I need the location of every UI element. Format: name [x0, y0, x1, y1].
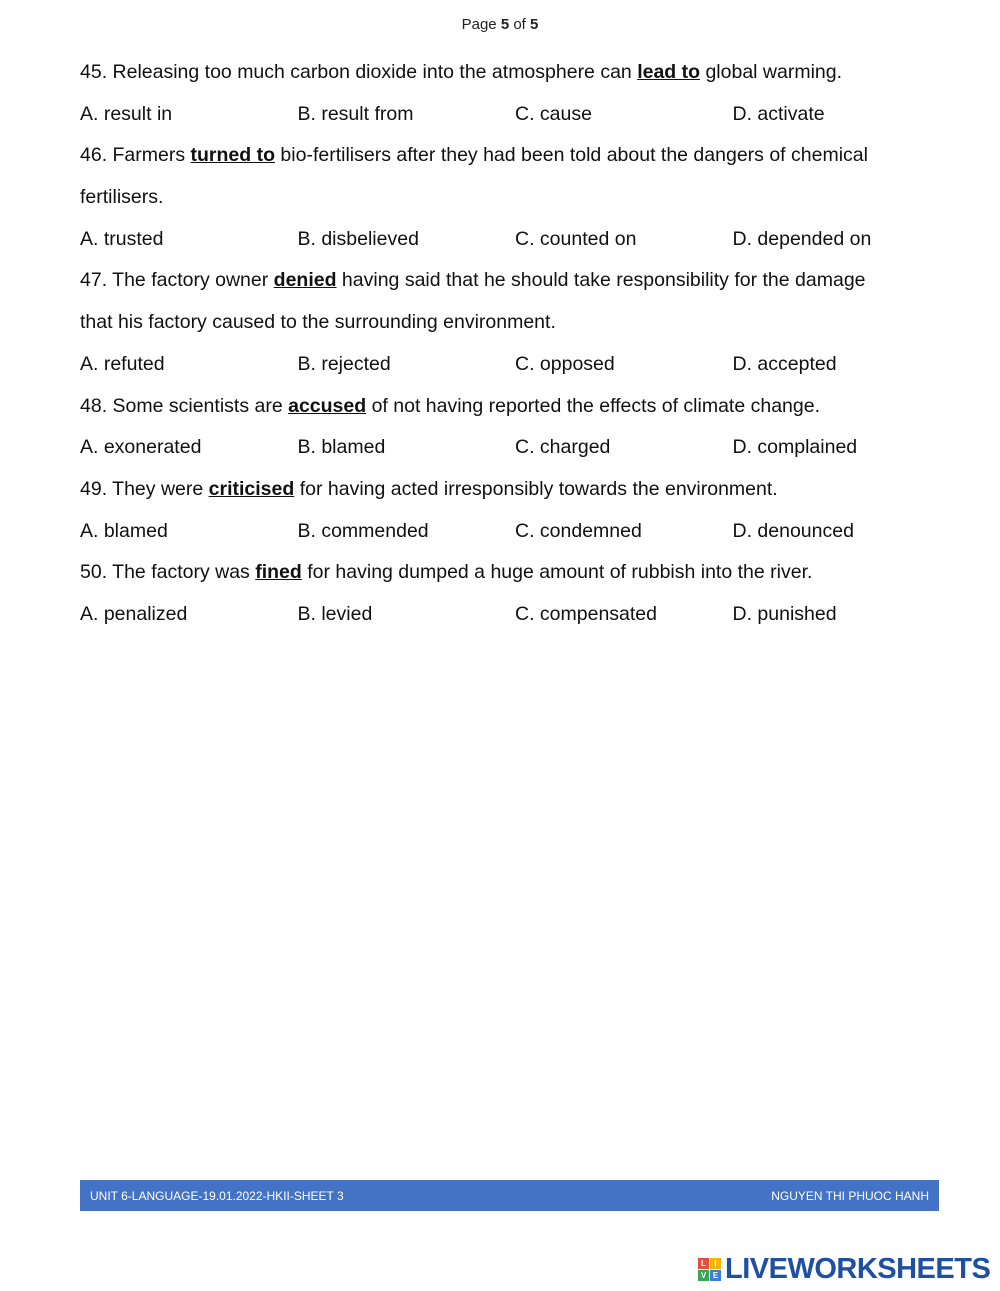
question-47 [80, 260, 950, 385]
page-current: 5 [500, 16, 510, 33]
answer-options [80, 594, 950, 636]
answer-option-d[interactable]: D. depended on [732, 227, 872, 250]
question-50 [80, 552, 950, 635]
question-text-line [80, 135, 950, 177]
question-text-line [80, 386, 950, 428]
logo-letter-tile: V [698, 1270, 709, 1281]
answer-option-c[interactable]: C. cause [515, 102, 592, 125]
question-text-line [80, 302, 950, 344]
underlined-keyword: lead to [637, 61, 701, 83]
underlined-keyword: fined [255, 561, 302, 584]
answer-option-d[interactable]: D. punished [732, 602, 837, 625]
question-text: fertilisers. [80, 186, 164, 209]
question-text: that his factory caused to the surrounding environment. [80, 311, 556, 334]
answer-option-a[interactable]: A. trusted [80, 227, 164, 250]
answer-option-c[interactable]: C. opposed [515, 352, 615, 375]
underlined-keyword: denied [273, 269, 337, 292]
footer-sheet-title: UNIT 6-LANGUAGE-19.01.2022-HKII-SHEET 3 [90, 1188, 344, 1203]
underlined-keyword: turned to [190, 144, 276, 167]
answer-options [80, 511, 950, 553]
answer-option-b[interactable]: B. result from [297, 102, 414, 125]
question-text: 46. Farmers [80, 144, 191, 167]
answer-options [80, 344, 950, 386]
question-text: of not having reported the effects of climate change. [366, 394, 820, 417]
question-text: global warming. [700, 61, 843, 83]
answer-options [80, 94, 950, 136]
footer-author: NGUYEN THI PHUOC HANH [771, 1188, 929, 1203]
page-total: 5 [530, 16, 539, 33]
page-word: Page [461, 16, 497, 33]
question-text-line [80, 177, 950, 219]
question-45 [80, 52, 950, 135]
question-text-line [80, 469, 950, 511]
answer-option-b[interactable]: B. levied [297, 602, 373, 625]
underlined-keyword: criticised [208, 477, 295, 500]
question-text-line [80, 552, 950, 594]
question-49 [80, 469, 950, 552]
question-text: for having dumped a huge amount of rubbish into the river. [301, 561, 813, 584]
logo-text: LIVEWORKSHEETS [725, 1253, 991, 1285]
answer-option-d[interactable]: D. accepted [732, 352, 837, 375]
answer-option-d[interactable]: D. denounced [732, 519, 854, 542]
underlined-keyword: accused [288, 394, 367, 417]
question-text-line [80, 52, 950, 94]
question-48 [80, 386, 950, 469]
answer-option-b[interactable]: B. commended [297, 519, 429, 542]
question-text: for having acted irresponsibly towards the environment. [294, 477, 778, 500]
answer-option-d[interactable]: D. complained [732, 436, 858, 459]
answer-option-c[interactable]: C. charged [515, 436, 611, 459]
question-list [80, 52, 950, 636]
answer-option-a[interactable]: A. blamed [80, 519, 168, 542]
answer-option-b[interactable]: B. blamed [297, 436, 386, 459]
answer-option-c[interactable]: C. compensated [515, 602, 657, 625]
question-text: 48. Some scientists are [80, 394, 289, 417]
logo-letter-tile: I [710, 1258, 721, 1269]
question-text: 50. The factory was [80, 561, 256, 584]
answer-options [80, 427, 950, 469]
footer-bar [80, 1180, 939, 1211]
answer-options [80, 219, 950, 261]
liveworksheets-logo [698, 1253, 990, 1286]
logo-grid-icon [698, 1258, 721, 1281]
question-text: 45. Releasing too much carbon dioxide into the atmosphere can [80, 61, 638, 83]
answer-option-a[interactable]: A. result in [80, 102, 173, 125]
question-text: 47. The factory owner [80, 269, 274, 292]
answer-option-a[interactable]: A. penalized [80, 602, 188, 625]
answer-option-a[interactable]: A. exonerated [80, 436, 202, 459]
logo-letter-tile: E [710, 1270, 721, 1281]
answer-option-b[interactable]: B. rejected [297, 352, 391, 375]
answer-option-c[interactable]: C. condemned [515, 519, 642, 542]
question-text: 49. They were [80, 477, 209, 500]
answer-option-b[interactable]: B. disbelieved [297, 227, 419, 250]
question-text-line [80, 260, 950, 302]
page-of: of [513, 16, 526, 33]
question-46 [80, 135, 950, 260]
answer-option-c[interactable]: C. counted on [515, 227, 637, 250]
page-number [0, 16, 1000, 33]
answer-option-a[interactable]: A. refuted [80, 352, 165, 375]
question-text: bio-fertilisers after they had been told about the dangers of chemical [275, 144, 868, 167]
logo-letter-tile: L [698, 1258, 709, 1269]
question-text: having said that he should take responsibility for the damage [336, 269, 866, 292]
answer-option-d[interactable]: D. activate [732, 102, 825, 125]
